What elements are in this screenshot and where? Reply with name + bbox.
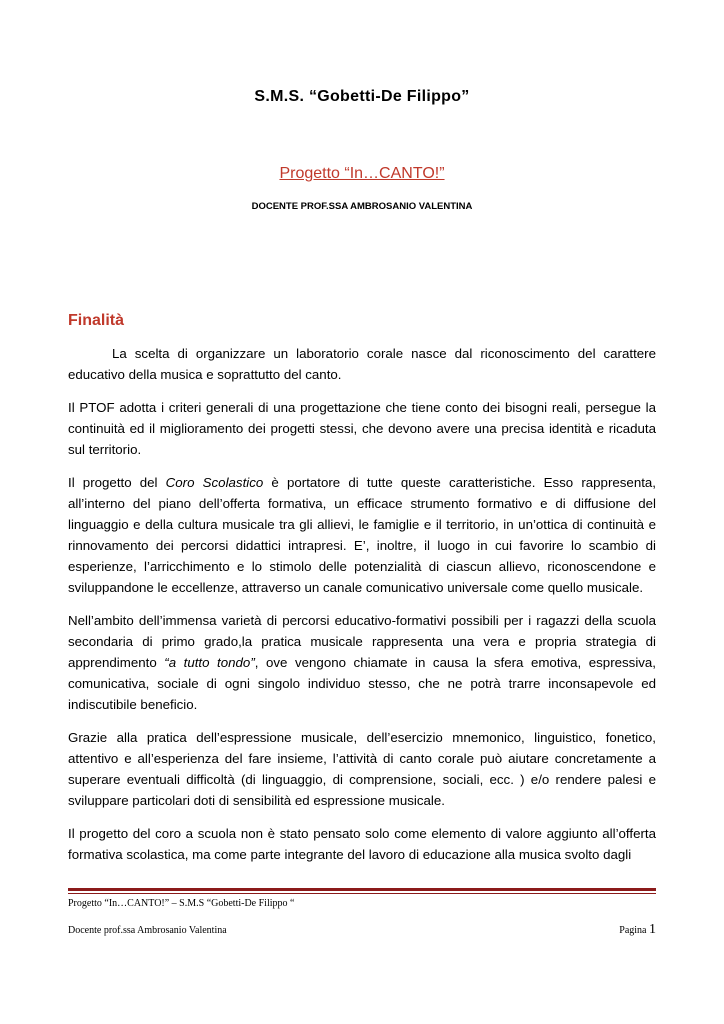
paragraph-3-emphasis: Coro Scolastico xyxy=(165,475,264,490)
footer-teacher: Docente prof.ssa Ambrosanio Valentina xyxy=(68,925,227,936)
page-indicator xyxy=(619,922,656,938)
paragraph-3-text-b: è portatore di tutte queste caratteristiche. Esso rappresenta, all’interno del piano dell’offerta formativa, un efficace strumento formativo e di diffusione del linguaggio e della cultura musicale tra gli allievi, le famiglie e il territorio, in un’ottica di continuità e rinnovamento dei percorsi didattici intrapresi. E’, inoltre, il luogo in cui favorire lo scambio di esperienze, l’arricchimento e lo stimolo delle potenzialità di ciascun allievo, riconoscendone e sviluppandone le eccellenze, attraverso un canale comunicativo universale come quello musicale. xyxy=(68,475,656,595)
paragraph-5: Grazie alla pratica dell’espressione musicale, dell’esercizio mnemonico, linguistico, fonetico, attentivo e all’esperienza del fare insieme, l’attività di canto corale può aiutare concretamente a superare eventuali difficoltà (di linguaggio, di comprensione, sociali, ecc. ) e/o rendere palesi e sviluppare particolari doti di sensibilità ed espressione musicale. xyxy=(68,730,656,808)
paragraph-2: Il PTOF adotta i criteri generali di una progettazione che tiene conto dei bisogni reali, persegue la continuità ed il miglioramento dei progetti stessi, che devono avere una precisa identità e ricaduta sul territorio. xyxy=(68,400,656,457)
footer-project-line: Progetto “In…CANTO!” – S.M.S “Gobetti-De Filippo “ xyxy=(68,898,295,909)
school-title: S.M.S. “Gobetti-De Filippo” xyxy=(254,88,470,105)
paragraph-6: Il progetto del coro a scuola non è stato pensato solo come elemento di valore aggiunto all’offerta formativa scolastica, ma come parte integrante del lavoro di educazione alla musica svolto dagli xyxy=(68,826,656,862)
paragraph-4-emphasis: “a tutto tondo” xyxy=(164,655,255,670)
paragraph-4-text-b: , ove vengono chiamate in causa la sfera emotiva, espressiva, comunicativa, sociale di ogni singolo individuo stesso, che ne potrà trarre inconsapevole ed indiscutibile beneficio. xyxy=(68,655,657,712)
paragraph-3 xyxy=(68,472,656,598)
teacher-name: DOCENTE PROF.SSA AMBROSANIO VALENTINA xyxy=(251,201,473,212)
footer-teacher-line xyxy=(68,922,656,937)
body-text xyxy=(68,343,656,877)
page-number: 1 xyxy=(649,922,656,937)
page-label: Pagina xyxy=(619,925,647,936)
paragraph-4 xyxy=(68,610,656,715)
footer-rule xyxy=(68,888,656,891)
paragraph-3-text-a: Il progetto del xyxy=(68,475,166,490)
footer-rule-thin xyxy=(68,893,656,894)
project-title: Progetto “In…CANTO!” xyxy=(279,165,445,182)
section-heading-finalita: Finalità xyxy=(68,312,125,329)
paragraph-4-text-a: Nell’ambito dell’immensa varietà di percorsi educativo-formativi possibili per i ragazzi della scuola secondaria di primo grado,la pratica musicale rappresenta una vera e propria strategia di apprendimento xyxy=(68,613,656,670)
paragraph-1: La scelta di organizzare un laboratorio corale nasce dal riconoscimento del carattere educativo della musica e soprattutto del canto. xyxy=(68,346,656,382)
